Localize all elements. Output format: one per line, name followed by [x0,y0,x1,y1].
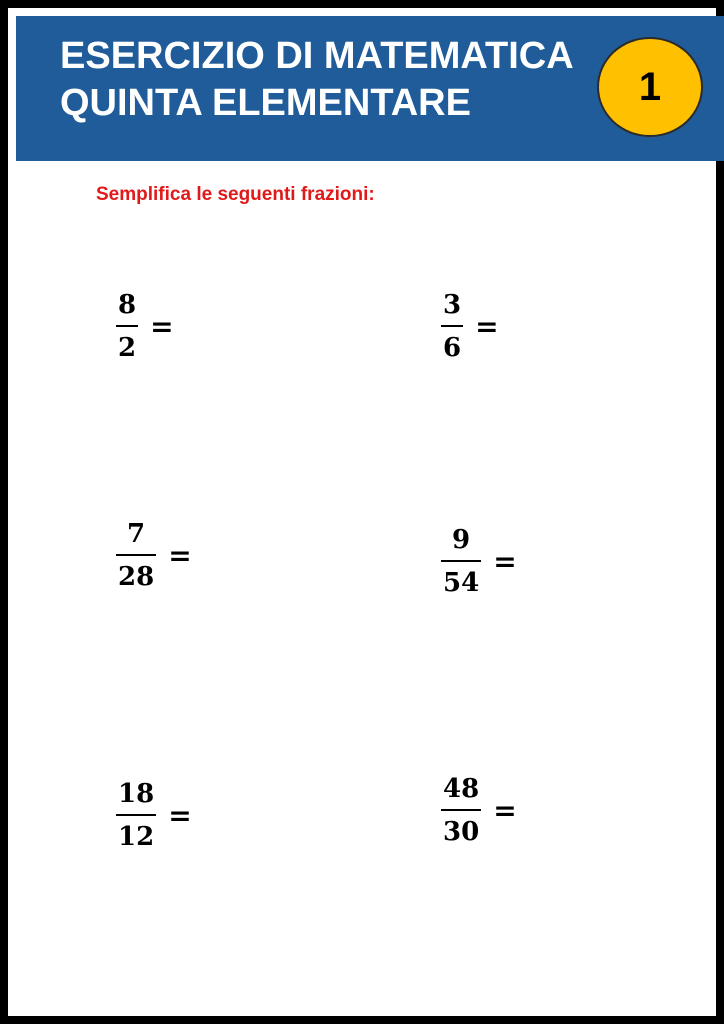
numerator: 48 [443,774,480,804]
numerator: 9 [452,525,471,555]
denominator: 30 [443,817,480,847]
numerator: 3 [443,290,462,320]
equals-sign: = [493,793,517,827]
title-line-2: QUINTA ELEMENTARE [60,82,471,124]
equals-sign: = [493,544,517,578]
denominator: 54 [443,568,480,598]
instruction-text: Semplifica le seguenti frazioni: [96,184,375,205]
fraction-exercise-5 [116,779,192,852]
numerator: 18 [118,779,155,809]
fraction [441,525,481,598]
numerator: 7 [127,519,146,549]
equals-sign: = [150,309,174,343]
equals-sign: = [168,538,192,572]
denominator: 2 [118,333,137,363]
denominator: 12 [118,822,155,852]
fraction-exercise-4 [441,525,517,598]
fraction-exercise-6 [441,774,517,847]
exercise-number-badge [597,37,703,137]
fraction-exercise-1 [116,290,174,363]
numerator: 8 [118,290,137,320]
fraction [116,519,156,592]
denominator: 6 [443,333,462,363]
fraction-exercise-2 [441,290,499,363]
equals-sign: = [168,798,192,832]
equals-sign: = [475,309,499,343]
fraction [441,290,463,363]
fraction [441,774,481,847]
fraction [116,290,138,363]
fraction [116,779,156,852]
denominator: 28 [118,562,155,592]
exercise-number: 1 [638,65,662,109]
fraction-exercise-3 [116,519,192,592]
title-line-1: ESERCIZIO DI MATEMATICA [60,35,574,77]
